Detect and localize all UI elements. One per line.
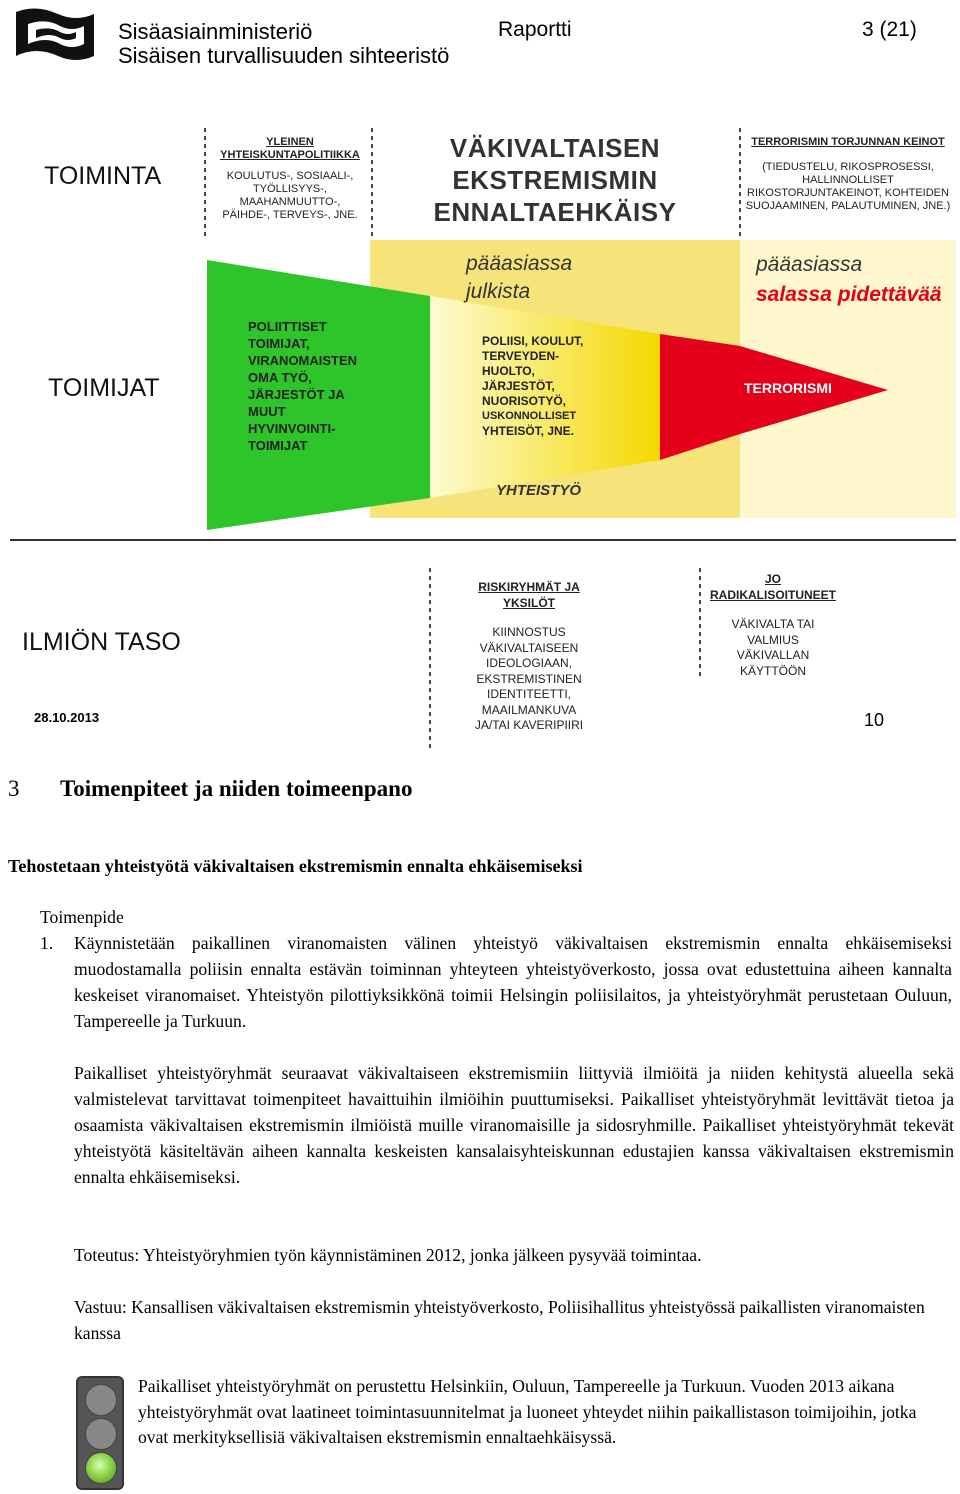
status-text: Paikalliset yhteistyöryhmät on perustettu Helsinkiin, Ouluun, Tampereelle ja Turkuun. Vuoden 2013 aikana yhteistyöryhmät ovat laatineet toimintasuunnitelmat ja luoneet yhteydet niihin paikallistason toimijoihin, jotka ovat merkityksellisiä väkivaltaisen ekstremismin ennaltaehkäisyssä.	[138, 1376, 917, 1447]
public-label-2: julkista	[466, 280, 531, 303]
actor-line: POLIITTISET	[248, 319, 327, 334]
policy-head-1: YLEINEN	[266, 136, 314, 148]
risk-item: IDEOLOGIAAN,	[485, 656, 573, 670]
actor-line: POLIISI, KOULUT,	[482, 334, 584, 348]
cooperation-label: YHTEISTYÖ	[496, 482, 582, 499]
responsibility-text: Vastuu: Kansallisen väkivaltaisen ekstremismin yhteistyöverkosto, Poliisihallitus yhteistyössä paikallisten viranomaisten kanssa	[74, 1297, 925, 1343]
organization-name	[118, 20, 449, 68]
risk-item: KIINNOSTUS	[492, 625, 566, 639]
risk-item: JA/TAI KAVERIPIIRI	[474, 718, 584, 732]
risk-item: VÄKIVALTAISEEN	[479, 640, 579, 655]
policy-item: MAAHANMUUTTO-,	[239, 196, 341, 208]
actor-line: JÄRJESTÖT,	[482, 379, 555, 393]
slide-number: 10	[864, 710, 885, 730]
page-number: 3 (21)	[862, 18, 917, 41]
main-title-line: EKSTREMISMIN	[452, 165, 658, 195]
org-line-1: Sisäasiainministeriö	[118, 19, 313, 44]
terror-item: HALLINNOLLISET	[802, 174, 894, 186]
risk-groups	[462, 580, 596, 734]
document-type: Raportti	[498, 18, 572, 41]
risk-item: EKSTREMISTINEN	[476, 671, 582, 686]
radical-head-1: JO	[764, 572, 781, 586]
item-number: 1.	[40, 933, 54, 953]
public-label-1: pääasiassa	[466, 252, 573, 275]
risk-head-1: RISKIRYHMÄT JA	[478, 580, 580, 594]
actor-line: TOIMIJAT,	[248, 336, 310, 351]
risk-head-2: YKSILÖT	[502, 595, 555, 610]
terror-head: TERRORISMIN TORJUNNAN KEINOT	[751, 136, 945, 148]
policy-head-2: YHTEISKUNTAPOLITIIKKA	[220, 149, 360, 161]
main-title-line: VÄKIVALTAISEN	[449, 133, 661, 163]
actor-line: OMA TYÖ,	[248, 370, 312, 385]
terror-item: RIKOSTORJUNTAKEINOT, KOHTEIDEN	[747, 187, 949, 199]
policy-item: KOULUTUS-, SOSIAALI-,	[226, 170, 354, 182]
actor-line: HUOLTO,	[482, 364, 535, 378]
toimenpide-label: Toimenpide	[40, 907, 124, 927]
actor-line: HYVINVOINTI-	[248, 421, 336, 436]
main-title-line: ENNALTAEHKÄISY	[433, 197, 677, 227]
section-heading	[8, 776, 412, 802]
secret-label-1: pääasiassa	[756, 253, 863, 276]
actor-line: MUUT	[248, 404, 286, 419]
green-lamp-icon	[85, 1452, 117, 1484]
actor-line: JÄRJESTÖT JA	[248, 387, 345, 402]
policy-column	[212, 136, 368, 222]
secret-label-2: salassa pidettävää	[756, 283, 942, 306]
public-label	[466, 250, 572, 306]
yellow-lamp-icon	[85, 1418, 117, 1450]
terror-column	[738, 136, 958, 213]
actor-line: NUORISOTYÖ,	[482, 394, 567, 408]
actor-line: TERVEYDEN-	[482, 349, 560, 363]
slide-date: 28.10.2013	[34, 710, 100, 725]
actor-line: VIRANOMAISTEN	[248, 353, 358, 368]
radical-item: VALMIUS	[747, 632, 799, 647]
bold-subheading: Tehostetaan yhteistyötä väkivaltaisen ekstremismin ennalta ehkäisemiseksi	[8, 856, 583, 876]
section-number: 3	[8, 776, 20, 801]
yellow-actors	[482, 334, 583, 439]
terrorism-label: TERRORISMI	[744, 380, 832, 396]
actor-line: TOIMIJAT	[248, 438, 308, 453]
terror-item: (TIEDUSTELU, RIKOSPROSESSI,	[762, 161, 934, 173]
traffic-light-icon	[76, 1376, 124, 1490]
row-label-ilmion-taso: ILMIÖN TASO	[22, 628, 181, 656]
actor-line: USKONNOLLISET	[482, 410, 577, 422]
terror-item: SUOJAAMINEN, PALAUTUMINEN, JNE.)	[745, 200, 951, 212]
risk-item: IDENTITEETTI,	[487, 687, 571, 701]
radicalized	[700, 572, 846, 679]
org-line-2: Sisäisen turvallisuuden sihteeristö	[118, 43, 450, 68]
radical-item: VÄKIVALTA TAI	[731, 617, 815, 631]
row-label-toimijat: TOIMIJAT	[48, 374, 160, 402]
row-label-toiminta: TOIMINTA	[44, 162, 162, 190]
prevention-diagram	[0, 118, 960, 758]
red-lamp-icon	[85, 1384, 117, 1416]
item-paragraph-1: Käynnistetään paikallinen viranomaisten välinen yhteistyö väkivaltaisen ekstremismin ennalta ehkäisemiseksi muodostamalla poliisin ennalta estävän toiminnan yhteyteen yhteistyöverkosto, jossa ovat edustettuina aiheen kannalta keskeiset viranomaiset. Yhteistyön pilottiyksikkönä toimii Helsingin poliisilaitos, ja yhteistyöryhmät perustetaan Ouluun, Tampereelle ja Turkuun.	[74, 933, 952, 1031]
actor-line: YHTEISÖT, JNE.	[482, 424, 575, 438]
radical-item: VÄKIVALLAN	[736, 648, 810, 662]
radical-head-2: RADIKALISOITUNEET	[710, 587, 836, 602]
green-actors	[248, 318, 357, 454]
secret-label	[756, 250, 942, 310]
risk-item: MAAILMANKUVA	[481, 702, 577, 717]
policy-item: TYÖLLISYYS-,	[253, 183, 327, 195]
ministry-logo	[6, 4, 102, 66]
main-title	[424, 132, 686, 228]
radical-item: KÄYTTÖÖN	[739, 663, 806, 678]
section-title: Toimenpiteet ja niiden toimeenpano	[60, 776, 413, 801]
item-paragraph-2: Paikalliset yhteistyöryhmät seuraavat väkivaltaiseen ekstremismiin liittyviä ilmiöitä ja niiden kehitystä alueella sekä valmistelevat tarvittavat toimenpiteet havaittuihin ilmiöihin puuttumiseksi. Paikalliset yhteistyöryhmät levittävät tietoa ja osaamista väkivaltaisen ekstremismin ilmiöistä muille viranomaisille ja sidosryhmille. Paikalliset yhteistyöryhmät tekevät yhteistyötä käsiteltävän aiheen kannalta keskeisten kansalaisyhteiskunnan edustajien kanssa väkivaltaisen ekstremismin ennalta ehkäisemiseksi.	[74, 1063, 954, 1187]
policy-item: PÄIHDE-, TERVEYS-, JNE.	[222, 209, 358, 221]
implementation-text: Toteutus: Yhteistyöryhmien työn käynnistäminen 2012, jonka jälkeen pysyvää toimintaa.	[74, 1245, 702, 1265]
